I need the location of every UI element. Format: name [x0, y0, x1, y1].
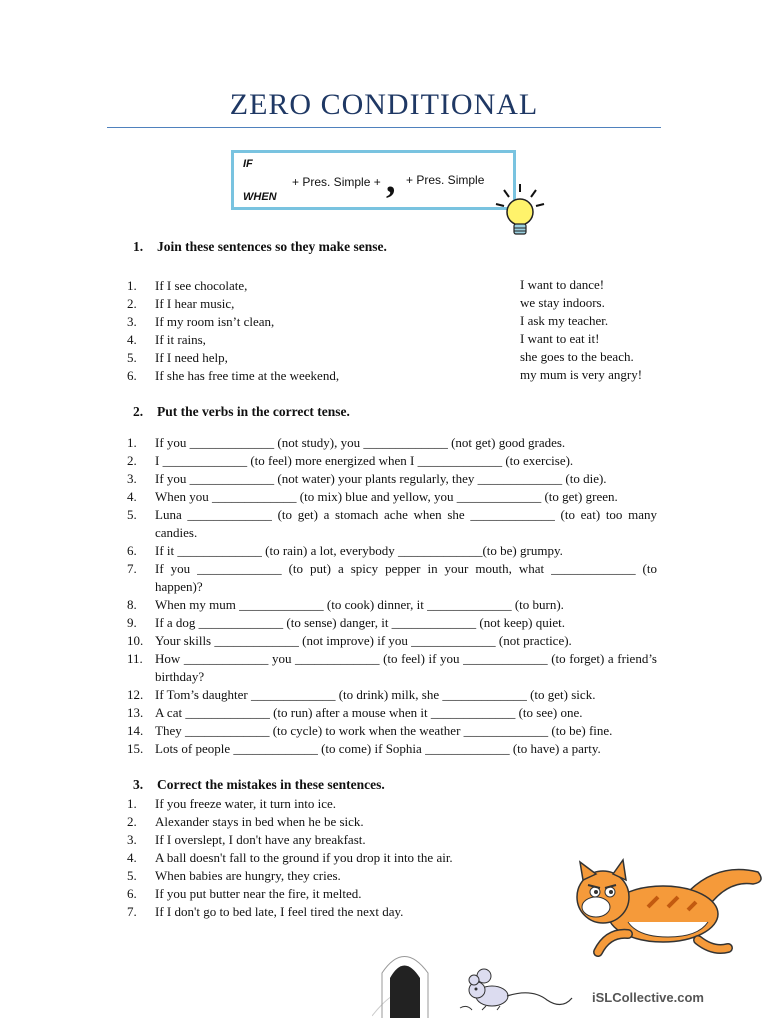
- section-3-heading: 3. Correct the mistakes in these sentences.: [133, 777, 385, 792]
- footer-watermark: iSLCollective.com: [592, 990, 704, 1005]
- section-2-heading: 2. Put the verbs in the correct tense.: [133, 404, 350, 419]
- mouse-illustration: [372, 948, 577, 1018]
- match-answer: we stay indoors.: [520, 295, 605, 310]
- title-divider: [107, 127, 661, 128]
- light-bulb-icon: [490, 182, 548, 242]
- page-title: ZERO CONDITIONAL: [229, 88, 539, 121]
- section-1-heading: 1. Join these sentences so they make sense.: [133, 239, 387, 254]
- formula-if: IF: [243, 158, 253, 170]
- cat-illustration: [568, 852, 768, 962]
- match-answer: my mum is very angry!: [520, 367, 643, 382]
- formula-when: WHEN: [243, 191, 277, 203]
- formula-box: [231, 150, 516, 210]
- formula-part1: + Pres. Simple +: [292, 175, 381, 189]
- match-answer: I ask my teacher.: [520, 313, 609, 328]
- match-answer: I want to dance!: [520, 277, 605, 292]
- formula-comma: ,: [386, 159, 396, 201]
- formula-part2: + Pres. Simple: [406, 173, 485, 187]
- match-answer: she goes to the beach.: [520, 349, 634, 364]
- match-answer: I want to eat it!: [520, 331, 600, 346]
